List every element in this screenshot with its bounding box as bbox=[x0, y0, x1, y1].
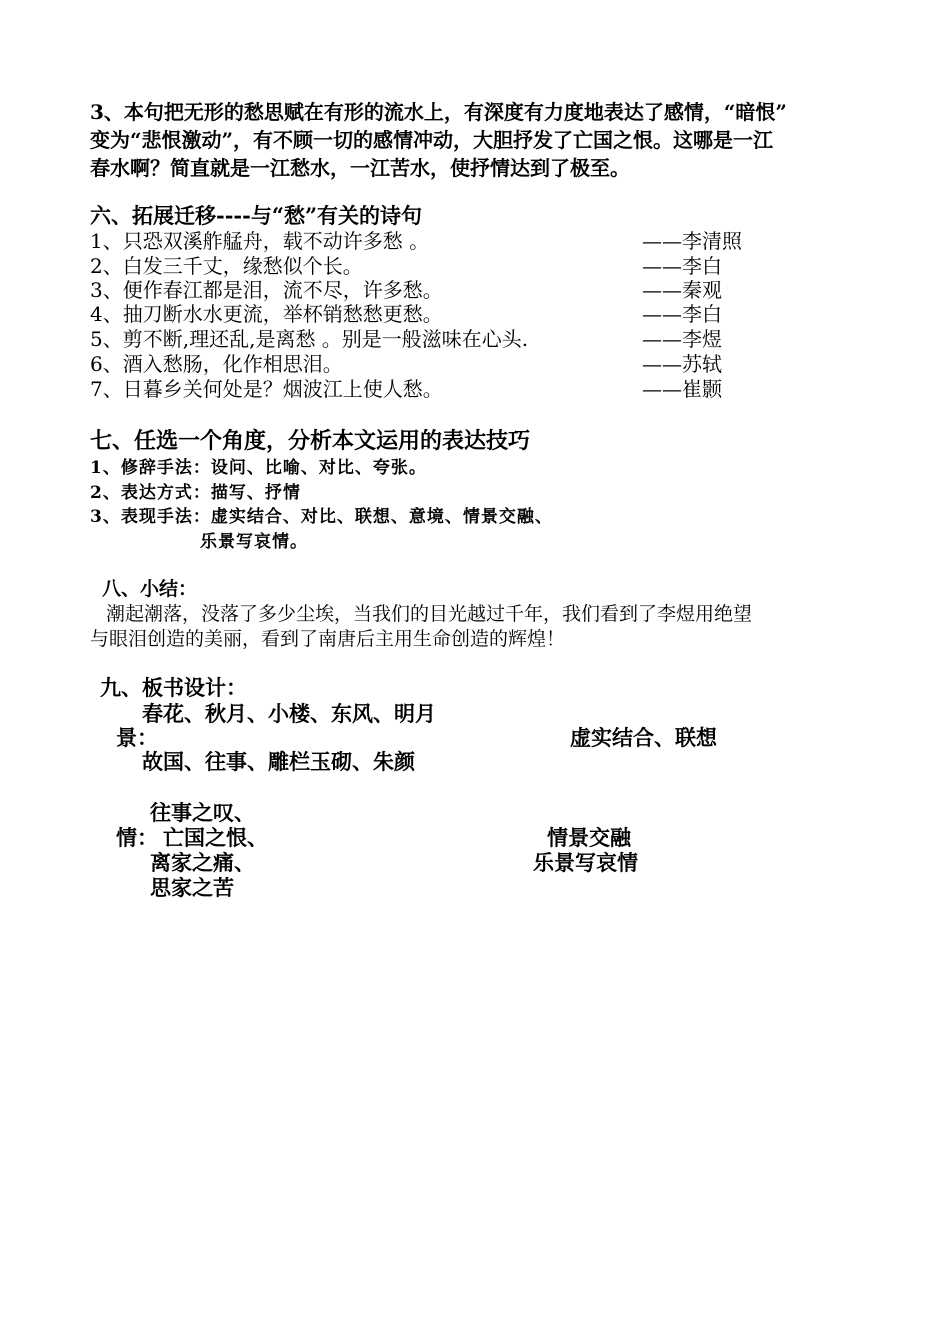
poem-author-5: ——李煜 bbox=[642, 327, 722, 351]
poem-author-7: ——崔颢 bbox=[642, 377, 722, 401]
board-qing-3: 离家之痛、 bbox=[150, 850, 255, 875]
board-jing-top: 春花、秋月、小楼、东风、明月 bbox=[142, 701, 436, 726]
board-qing-2: 亡国之恨、 bbox=[163, 825, 268, 850]
para3-line1: 3、本句把无形的愁思赋在有形的流水上，有深度有力度地表达了感情，“暗恨” bbox=[90, 100, 787, 124]
board-jing-right: 虚实结合、联想 bbox=[570, 725, 717, 750]
poem-line-4: 4、抽刀断水水更流，举杯销愁愁更愁。 bbox=[90, 302, 443, 326]
poem-author-1: ——李清照 bbox=[642, 229, 742, 253]
section8-line-2: 与眼泪创造的美丽，看到了南唐后主用生命创造的辉煌！ bbox=[90, 628, 566, 650]
section7-item-2: 2、表达方式：描写、抒情 bbox=[90, 483, 301, 503]
poem-line-6: 6、酒入愁肠，化作相思泪。 bbox=[90, 352, 343, 376]
para3-line3: 春水啊？简直就是一江愁水，一江苦水，使抒情达到了极至。 bbox=[90, 156, 630, 180]
board-jing-label: 景： bbox=[116, 725, 158, 750]
poem-author-4: ——李白 bbox=[642, 302, 722, 326]
board-qing-label: 情： bbox=[116, 825, 158, 850]
section7-item-3-cont: 乐景写哀情。 bbox=[200, 532, 308, 552]
section8-title: 八、小结： bbox=[102, 578, 198, 600]
poem-author-3: ——秦观 bbox=[642, 278, 722, 302]
board-jing-bottom: 故国、往事、雕栏玉砌、朱颜 bbox=[142, 749, 415, 774]
poem-author-6: ——苏轼 bbox=[642, 352, 722, 376]
poem-line-2: 2、白发三千丈，缘愁似个长。 bbox=[90, 254, 363, 278]
section6-title: 六、拓展迁移----与“愁”有关的诗句 bbox=[90, 203, 423, 228]
section9-title: 九、板书设计： bbox=[100, 675, 247, 700]
poem-line-7: 7、日暮乡关何处是？烟波江上使人愁。 bbox=[90, 377, 443, 401]
poem-line-3: 3、便作春江都是泪，流不尽，许多愁。 bbox=[90, 278, 443, 302]
board-qing-1: 往事之叹、 bbox=[150, 800, 255, 825]
poem-author-2: ——李白 bbox=[642, 254, 722, 278]
poem-line-1: 1、只恐双溪舴艋舟，载不动许多愁 。 bbox=[90, 229, 430, 253]
section7-item-1: 1、修辞手法：设问、比喻、对比、夸张。 bbox=[90, 458, 427, 478]
board-qing-right-1: 情景交融 bbox=[547, 825, 631, 850]
board-qing-right-2: 乐景写哀情 bbox=[533, 850, 638, 875]
section7-item-3: 3、表现手法：虚实结合、对比、联想、意境、情景交融、 bbox=[90, 507, 553, 527]
section7-title: 七、任选一个角度，分析本文运用的表达技巧 bbox=[90, 428, 531, 454]
poem-line-5: 5、剪不断,理还乱,是离愁 。别是一般滋味在心头. bbox=[90, 327, 529, 351]
section8-line-1: 潮起潮落，没落了多少尘埃，当我们的目光越过千年，我们看到了李煜用绝望 bbox=[106, 603, 753, 625]
board-qing-4: 思家之苦 bbox=[150, 875, 234, 900]
para3-line2: 变为“悲恨激动”，有不顾一切的感情冲动，大胆抒发了亡国之恨。这哪是一江 bbox=[90, 128, 774, 152]
